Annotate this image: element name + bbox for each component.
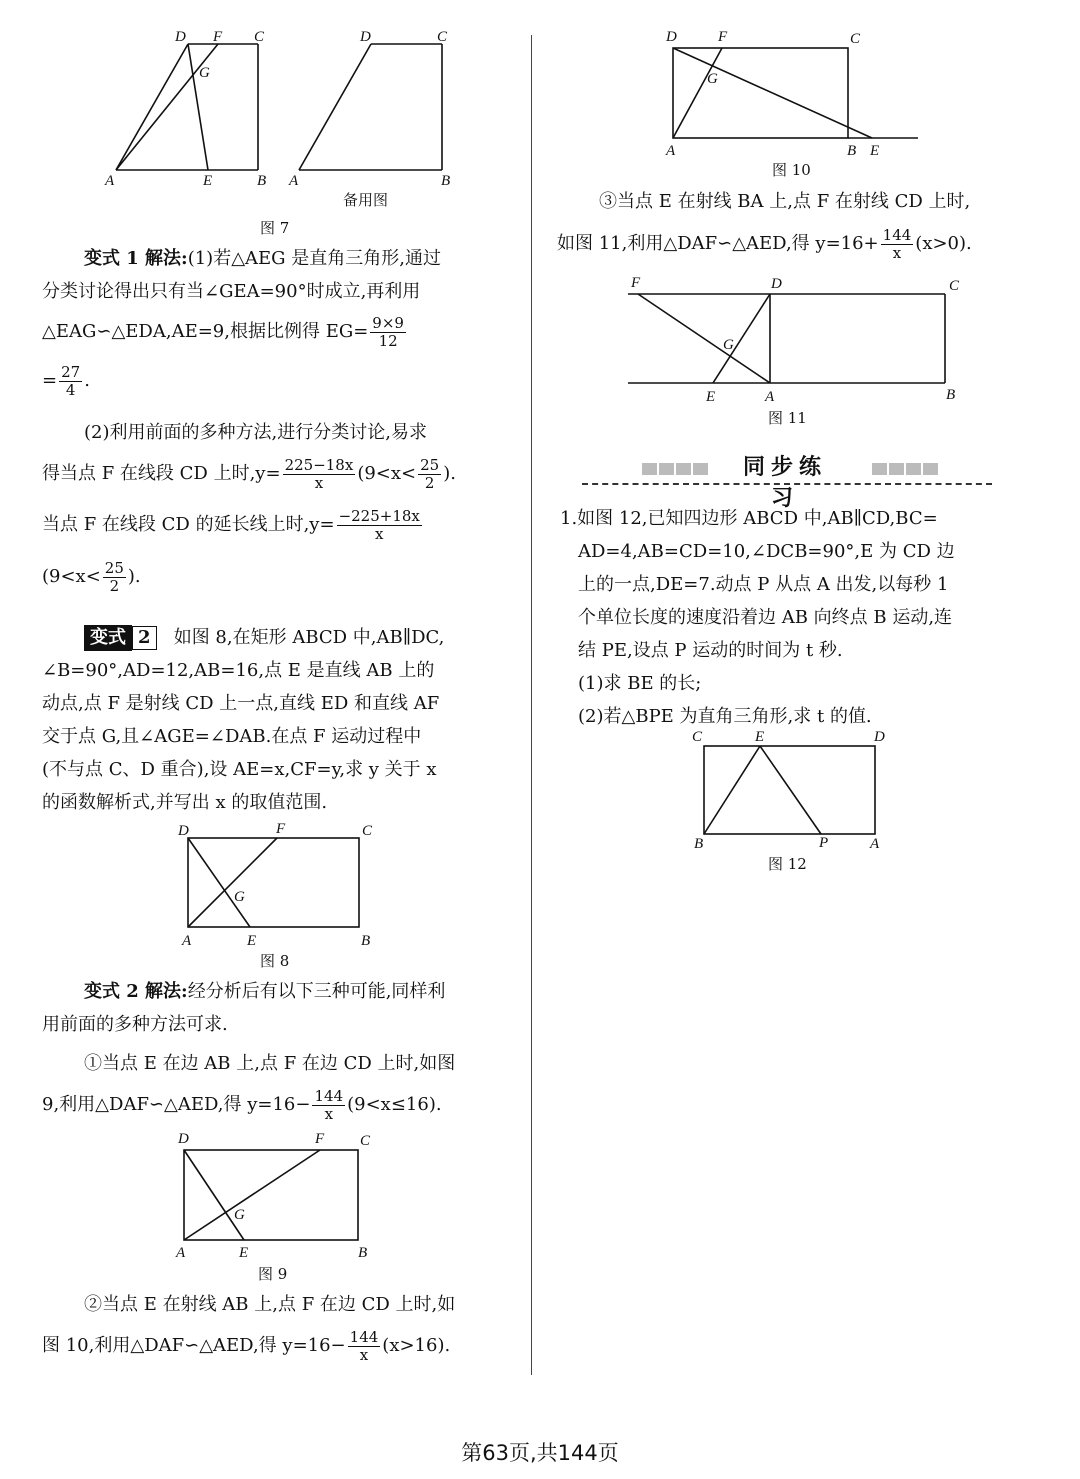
- label-B: B: [257, 173, 267, 189]
- label-E: E: [706, 389, 716, 405]
- label-C: C: [254, 29, 265, 45]
- fraction: $\frac{25}{2}$: [104, 558, 124, 595]
- figure-7-drawing: [100, 28, 280, 198]
- variant-2-label: 变式 2 解法:: [84, 981, 188, 1002]
- figure-caption: 图 10: [772, 161, 811, 179]
- variant-1-solution: 变式 1 解法:(1)若△AEG 是直角三角形,通过 分类讨论得出只有当∠GEA=90°时成立,再利用 △EAG∽△EDA,AE=9,根据比例得 EG= $\frac{9\times 9}{12}$ = $\frac{27}{4}$ . (2)利用前面的多种方法,进行分类讨论,易求 得当点 F 在线段 CD 上时,y= $\frac{225-18x}{x}$ (9<x< $\frac{25}{2}$ ). 当点 F 在线段 CD 的延长线上时,y= $\frac{-225+18x}{x}$ (9<x< $\frac{25}{2}$ ).: [42, 248, 456, 595]
- label-C: C: [692, 729, 703, 745]
- spare-figure-drawing: [285, 28, 465, 198]
- banner-decoration-left: [642, 460, 710, 472]
- figure-11: [618, 272, 968, 432]
- variant-1-label: 变式 1 解法:: [84, 248, 188, 269]
- label-F: F: [213, 29, 223, 45]
- spare-figure: [285, 28, 465, 218]
- figure-caption: 图 12: [768, 855, 807, 873]
- label-D: D: [175, 29, 186, 45]
- page-footer: 第63页,共144页: [461, 1441, 619, 1465]
- case-2: ②当点 E 在射线 AB 上,点 F 在边 CD 上时,如 图 10,利用△DAF∽△AED,得 y=16− $\frac{144}{x}$ (x>16).: [42, 1294, 456, 1364]
- label-F: F: [718, 29, 728, 45]
- banner-decoration-right: [872, 460, 940, 472]
- label-B: B: [361, 933, 371, 949]
- label-F: F: [631, 275, 641, 291]
- label-E: E: [755, 729, 765, 745]
- figure-12-drawing: [690, 726, 890, 851]
- sub-question-2: (2)若△BPE 为直角三角形,求 t 的值.: [578, 706, 872, 727]
- fraction: $\frac{27}{4}$: [61, 362, 81, 399]
- figure-9: [172, 1130, 372, 1285]
- label-E: E: [239, 1245, 249, 1261]
- figure-caption: 图 7: [260, 219, 290, 237]
- figure-caption: 图 8: [260, 952, 290, 970]
- fraction: $\frac{144}{x}$: [314, 1086, 344, 1123]
- figure-caption: 图 11: [768, 409, 807, 427]
- figure-8: [176, 820, 376, 975]
- label-D: D: [178, 823, 189, 839]
- figure-caption: 备用图: [343, 191, 389, 209]
- label-A: A: [289, 173, 299, 189]
- label-B: B: [847, 143, 857, 159]
- label-C: C: [949, 278, 960, 294]
- section-banner: [560, 446, 990, 511]
- variant-number: 2: [132, 626, 157, 650]
- label-A: A: [176, 1245, 186, 1261]
- case-3: ③当点 E 在射线 BA 上,点 F 在射线 CD 上时, 如图 11,利用△DAF∽△AED,得 y=16+ $\frac{144}{x}$ (x>0).: [557, 191, 972, 262]
- label-G: G: [723, 337, 734, 353]
- label-C: C: [850, 31, 861, 47]
- variant-2-solution: 变式 2 解法:经分析后有以下三种可能,同样利 用前面的多种方法可求. ①当点 E 在边 AB 上,点 F 在边 CD 上时,如图 9,利用△DAF∽△AED,得 y=16− $\frac{144}{x}$ (9<x≤16).: [42, 981, 456, 1123]
- fraction: $\frac{25}{2}$: [420, 455, 440, 492]
- label-E: E: [203, 173, 213, 189]
- label-D: D: [178, 1131, 189, 1147]
- label-B: B: [946, 387, 956, 403]
- label-E: E: [870, 143, 880, 159]
- figure-7: [100, 28, 290, 238]
- fraction: $\frac{144}{x}$: [882, 225, 912, 262]
- figure-8-drawing: [176, 820, 376, 940]
- label-D: D: [771, 276, 782, 292]
- label-B: B: [441, 173, 451, 189]
- label-D: D: [666, 29, 677, 45]
- label-P: P: [819, 835, 829, 851]
- label-F: F: [315, 1131, 325, 1147]
- exercise-1: 1.如图 12,已知四边形 ABCD 中,AB∥CD,BC= AD=4,AB=CD=10,∠DCB=90°,E 为 CD 边 上的一点,DE=7.动点 P 从点 A 出发,以每秒 1 个单位长度的速度沿着边 AB 向终点 B 运动,连 结 PE,设点 P 运动的时间为 t 秒. (1)求 BE 的长; (2)若△BPE 为直角三角形,求 t 的值.: [560, 502, 1040, 733]
- figure-12: [690, 726, 890, 876]
- figure-10: [660, 28, 930, 183]
- label-F: F: [276, 821, 286, 837]
- label-G: G: [234, 1207, 245, 1223]
- label-A: A: [105, 173, 115, 189]
- label-G: G: [707, 71, 718, 87]
- label-D: D: [874, 729, 885, 745]
- label-E: E: [247, 933, 257, 949]
- label-C: C: [437, 29, 448, 45]
- label-B: B: [694, 836, 704, 852]
- label-A: A: [666, 143, 676, 159]
- label-C: C: [362, 823, 373, 839]
- fraction: $\frac{-225+18x}{x}$: [338, 506, 420, 543]
- fraction: $\frac{144}{x}$: [349, 1327, 379, 1364]
- label-G: G: [234, 889, 245, 905]
- label-A: A: [182, 933, 192, 949]
- figure-11-drawing: [618, 272, 968, 402]
- section-title: 同步练习: [742, 454, 827, 511]
- sub-question-1: (1)求 BE 的长;: [578, 673, 702, 694]
- label-A: A: [870, 836, 880, 852]
- variant-badge: 变式: [84, 625, 132, 651]
- figure-caption: 图 9: [258, 1265, 288, 1283]
- fraction: $\frac{225-18x}{x}$: [284, 455, 354, 492]
- fraction: $\frac{9\times 9}{12}$: [372, 313, 404, 350]
- label-C: C: [360, 1133, 371, 1149]
- banner-dashed-line: [582, 483, 992, 485]
- label-B: B: [358, 1245, 368, 1261]
- figure-9-drawing: [172, 1130, 372, 1255]
- label-A: A: [765, 389, 775, 405]
- variant-2-problem: 变式 2 如图 8,在矩形 ABCD 中,AB∥DC, ∠B=90°,AD=12,AB=16,点 E 是直线 AB 上的 动点,点 F 是射线 CD 上一点,直线 ED 和直线 AF 交于点 G,且∠AGE=∠DAB.在点 F 运动过程中 (不与点 C、D 重合),设 AE=x,CF=y,求 y 关于 x 的函数解析式,并写出 x 的取值范围.: [42, 627, 445, 813]
- label-D: D: [360, 29, 371, 45]
- column-divider: [531, 35, 532, 1375]
- label-G: G: [199, 65, 210, 81]
- figure-10-drawing: [660, 28, 930, 158]
